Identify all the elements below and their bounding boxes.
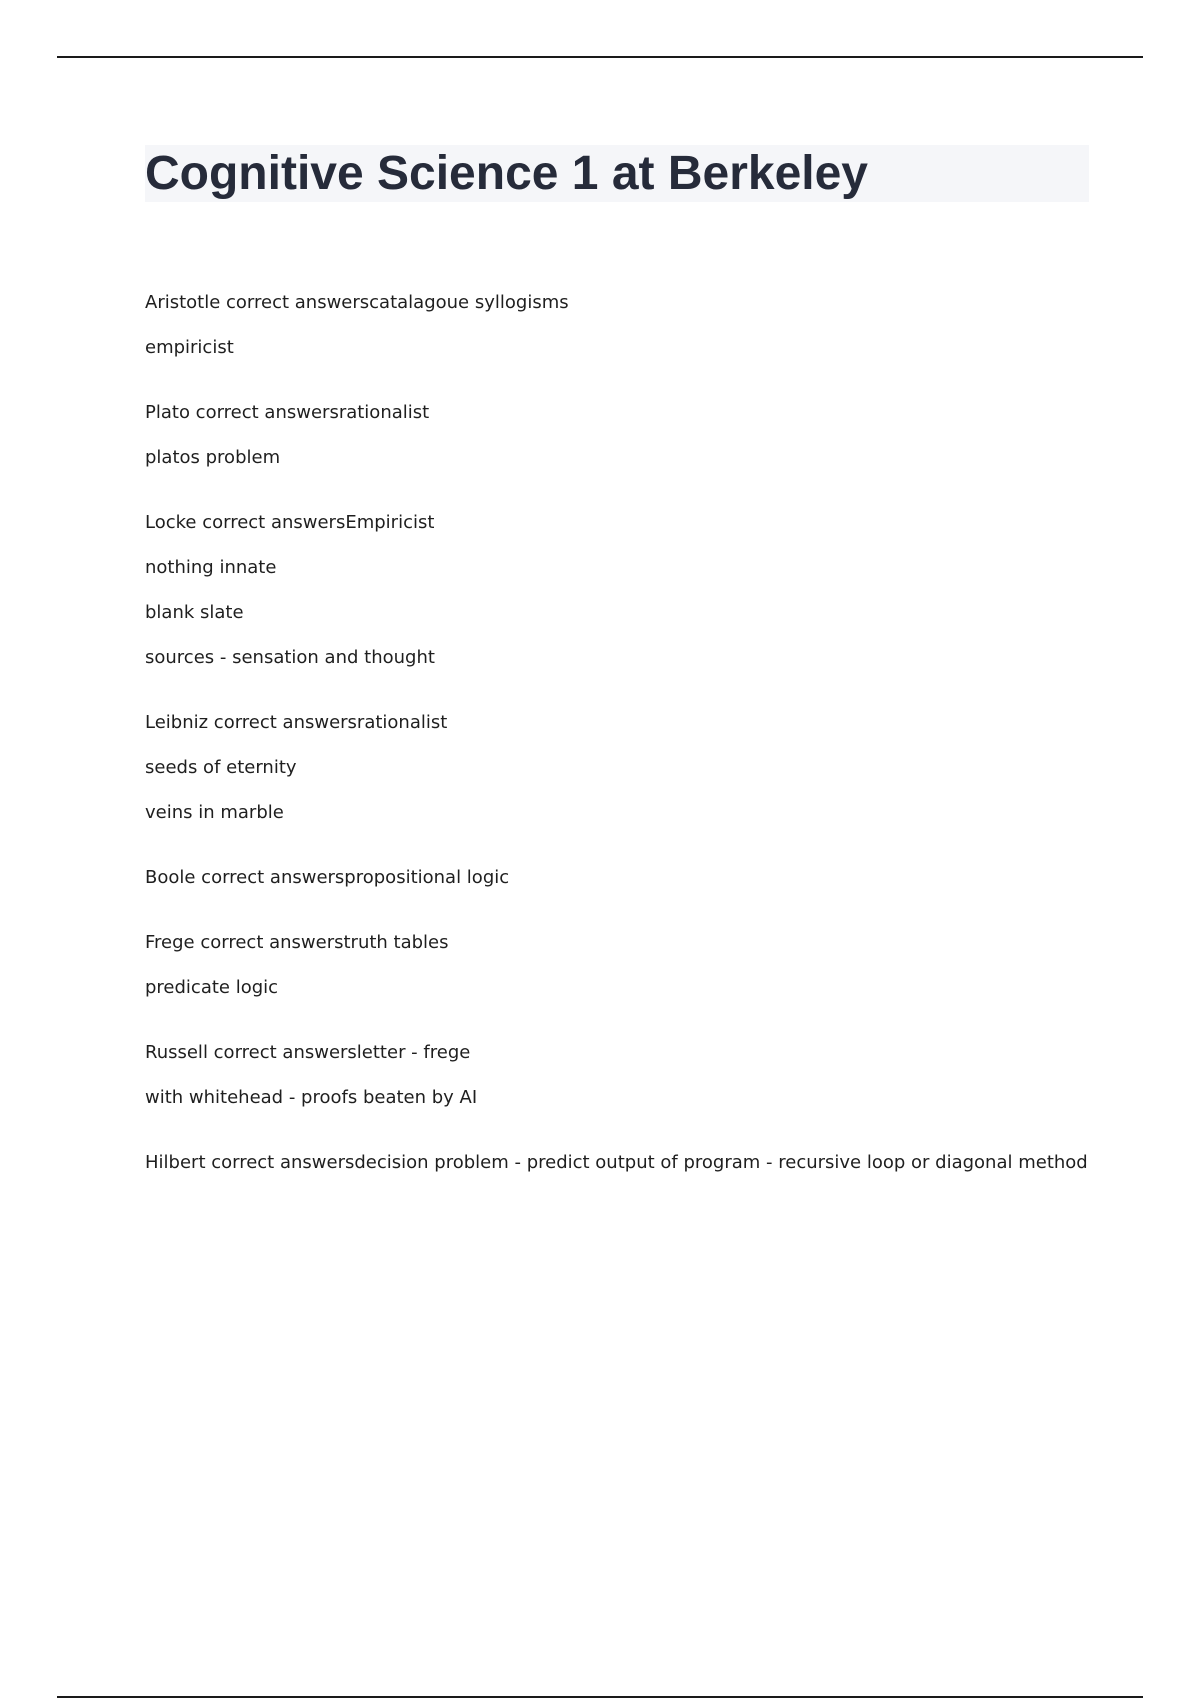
entry-line: Leibniz correct answersrationalist [145,712,448,733]
entry-line: predicate logic [145,977,279,998]
entry-leibniz [145,713,1125,823]
footer-rule [57,1696,1143,1698]
entry-line: Frege correct answerstruth tables [145,932,449,953]
entry-line: Locke correct answersEmpiricist [145,512,435,533]
document-title: Cognitive Science 1 at Berkeley [145,147,868,200]
entry-hilbert [145,1153,1125,1173]
entry-line: nothing innate [145,557,277,578]
entry-boole [145,868,1125,888]
entry-line: Plato correct answersrationalist [145,402,430,423]
entry-line: empiricist [145,337,234,358]
entry-line: platos problem [145,447,281,468]
header-rule [57,56,1143,58]
entry-line: Boole correct answerspropositional logic [145,867,510,888]
entry-line: seeds of eternity [145,757,297,778]
entry-line: sources - sensation and thought [145,647,435,668]
entry-plato [145,403,1125,468]
entry-frege [145,933,1125,998]
entry-line: veins in marble [145,802,284,823]
entry-aristotle [145,293,1125,358]
entry-line: blank slate [145,602,244,623]
flashcard-list [145,293,1125,1173]
entry-russell [145,1043,1125,1108]
entry-line: with whitehead - proofs beaten by AI [145,1087,478,1108]
entry-line: Russell correct answersletter - frege [145,1042,471,1063]
entry-line: Hilbert correct answersdecision problem - predict output of program - recursive loop or diagonal method [145,1152,1088,1173]
entry-line: Aristotle correct answerscatalagoue syllogisms [145,292,569,313]
entry-locke [145,513,1125,668]
